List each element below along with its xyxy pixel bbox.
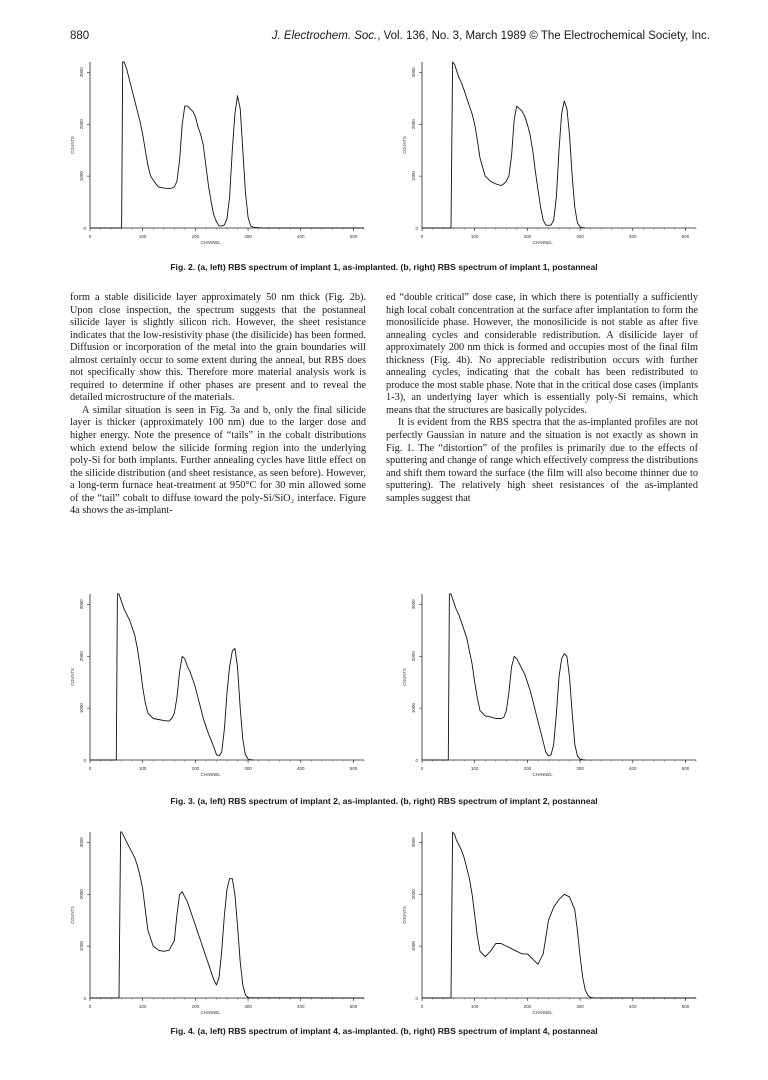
x-tick-label: 400 [629, 1004, 637, 1009]
y-tick-label: 3000 [79, 599, 84, 610]
x-axis-title: CHANNEL [200, 240, 221, 245]
x-tick-label: 0 [420, 234, 424, 239]
x-tick-label: 200 [191, 234, 200, 239]
y-axis-title: COUNTS [402, 906, 407, 924]
y-zero-label: 0 [83, 226, 86, 231]
journal-volume: , Vol. 136, No. 3, March 1989 © The Electrochemical Society, Inc. [377, 30, 710, 42]
chart-fig3a [68, 590, 368, 782]
y-zero-label: 0 [83, 758, 86, 763]
x-tick-label: 0 [88, 766, 92, 771]
x-tick-label: 100 [138, 234, 147, 239]
x-tick-label: 200 [523, 766, 532, 771]
chart-fig2b [400, 58, 700, 250]
x-tick-label: 200 [191, 1004, 200, 1009]
x-tick-label: 400 [297, 234, 305, 239]
page-header [70, 30, 710, 46]
paragraph: form a stable disilicide layer approximately 50 nm thick (Fig. 2b). Upon close inspection, the spectrum suggests that the postanneal silicide layer is slightly silicon rich. However, the sheet resistance indicates that the low-resistivity phase (the disilicide) has been formed. Diffusion or incorporation of the metal into the grain boundaries will almost certainly occur to some extent during the anneal, but RBS does not specifically show this. Therefore more material analysis work is required to determine if other phases are present and to reveal the detailed microstructure of the materials. [70, 292, 366, 404]
spectrum-line [90, 62, 364, 228]
x-tick-label: 500 [681, 766, 690, 771]
paragraph: It is evident from the RBS spectra that the as-implanted profiles are not perfectly Gaussian in nature and the situation is not exactly as shown in Fig. 1. The “distortion” of the profiles is primarily due to the effects of sputtering and change of range which effectively compress the distributions and shift them toward the surface (the film will also become thinner due to sputtering). The relatively high sheet resistances of the as-implanted samples suggest that [386, 417, 698, 504]
chart-fig2a [68, 58, 368, 250]
y-tick-label: 3000 [411, 599, 416, 610]
x-tick-label: 300 [244, 234, 252, 239]
y-zero-label: 0 [83, 996, 86, 1001]
x-axis-title: CHANNEL [532, 1010, 553, 1015]
x-tick-label: 500 [349, 234, 358, 239]
rbs-spectrum-svg [68, 58, 368, 250]
y-axis-title: COUNTS [402, 136, 407, 154]
y-tick-label: 1000 [79, 703, 84, 714]
page-number: 880 [70, 30, 90, 42]
fig2-caption: Fig. 2. (a, left) RBS spectrum of implant 1, as-implanted. (b, right) RBS spectrum of implant 1, postanneal [170, 262, 598, 272]
y-tick-label: 2000 [411, 889, 416, 900]
x-tick-label: 500 [681, 234, 690, 239]
spectrum-line [422, 594, 585, 760]
spectrum-line [422, 62, 585, 228]
y-tick-label: 1000 [411, 171, 416, 182]
text-right-column [386, 292, 698, 505]
rbs-spectrum-svg [400, 828, 700, 1020]
x-tick-label: 300 [244, 766, 252, 771]
x-tick-label: 500 [681, 1004, 690, 1009]
paragraph: ed “double critical” dose case, in which there is potentially a sufficiently high local cobalt concentration at the surface after implantation to form the monosilicide phase. However, the monosilicide is not stable as after five annealing cycles and considerable redistribution. A disilicide layer of approximately 200 nm thick is formed and occupies most of the final film thickness (Fig. 4b). No appreciable redistribution occurs with further annealing cycles, indicating that the cobalt has been redistributed to produce the most stable phase. Note that in the critical dose cases (implants 1-3), an underlying layer which is essentially poly-Si remains, which means that the structures are basically polycides. [386, 292, 698, 416]
x-tick-label: 200 [523, 1004, 532, 1009]
rbs-spectrum-svg [400, 58, 700, 250]
x-tick-label: 400 [629, 234, 637, 239]
y-tick-label: 3000 [79, 67, 84, 78]
x-tick-label: 0 [420, 1004, 424, 1009]
x-tick-label: 100 [138, 1004, 147, 1009]
spectrum-line [90, 594, 253, 760]
spectrum-line [90, 832, 364, 998]
y-zero-label: 0 [415, 996, 418, 1001]
chart-fig4b [400, 828, 700, 1020]
y-tick-label: 1000 [79, 171, 84, 182]
x-tick-label: 300 [244, 1004, 252, 1009]
y-tick-label: 3000 [411, 67, 416, 78]
y-tick-label: 2000 [79, 651, 84, 662]
y-tick-label: 3000 [79, 837, 84, 848]
chart-fig3b [400, 590, 700, 782]
y-axis-title: COUNTS [70, 136, 75, 154]
x-axis-title: CHANNEL [532, 240, 553, 245]
rbs-spectrum-svg [68, 590, 368, 782]
fig4-caption: Fig. 4. (a, left) RBS spectrum of implant 4, as-implanted. (b, right) RBS spectrum of implant 4, postanneal [170, 1026, 598, 1036]
x-tick-label: 200 [191, 766, 200, 771]
paragraph: A similar situation is seen in Fig. 3a and b, only the final silicide layer is thicker (approximately 100 nm) due to the larger dose and higher energy. Note the presence of “tails” in the cobalt distributions which extend below the silicide forming region into the underlying poly-Si for both implants. Further annealing cycles have little effect on the silicide distribution (and sheet resistance, as seen before). However, a long-term furnace heat-treatment at 950°C for 30 min allowed some of the “tail” cobalt to diffuse toward the poly-Si/SiO₂ interface. Figure 4a shows the as-implant- [70, 404, 366, 517]
x-tick-label: 400 [297, 766, 305, 771]
y-tick-label: 2000 [411, 651, 416, 662]
x-axis-title: CHANNEL [200, 772, 221, 777]
rbs-spectrum-svg [400, 590, 700, 782]
y-tick-label: 1000 [411, 941, 416, 952]
fig3-caption: Fig. 3. (a, left) RBS spectrum of implant 2, as-implanted. (b, right) RBS spectrum of implant 2, postanneal [170, 796, 598, 806]
x-tick-label: 200 [523, 234, 532, 239]
y-zero-label: 0 [415, 226, 418, 231]
y-tick-label: 1000 [79, 941, 84, 952]
x-tick-label: 0 [88, 1004, 92, 1009]
x-tick-label: 0 [88, 234, 92, 239]
y-tick-label: 2000 [79, 119, 84, 130]
y-axis-title: COUNTS [70, 668, 75, 686]
y-tick-label: 1000 [411, 703, 416, 714]
y-tick-label: 3000 [411, 837, 416, 848]
x-tick-label: 100 [470, 1004, 479, 1009]
x-tick-label: 100 [470, 766, 479, 771]
journal-citation [272, 30, 710, 42]
x-tick-label: 0 [420, 766, 424, 771]
x-tick-label: 400 [297, 1004, 305, 1009]
y-tick-label: 2000 [411, 119, 416, 130]
journal-name: J. Electrochem. Soc. [271, 30, 378, 42]
x-tick-label: 300 [576, 766, 584, 771]
x-tick-label: 500 [349, 766, 358, 771]
chart-fig4a [68, 828, 368, 1020]
x-tick-label: 300 [576, 234, 584, 239]
x-tick-label: 100 [138, 766, 147, 771]
rbs-spectrum-svg [68, 828, 368, 1020]
x-axis-title: CHANNEL [532, 772, 553, 777]
y-axis-title: COUNTS [70, 906, 75, 924]
y-zero-label: 0 [415, 758, 418, 763]
x-tick-label: 400 [629, 766, 637, 771]
x-tick-label: 100 [470, 234, 479, 239]
y-axis-title: COUNTS [402, 668, 407, 686]
y-tick-label: 2000 [79, 889, 84, 900]
text-left-column [70, 292, 366, 518]
x-tick-label: 300 [576, 1004, 584, 1009]
x-tick-label: 500 [349, 1004, 358, 1009]
spectrum-line [422, 832, 696, 998]
x-axis-title: CHANNEL [200, 1010, 221, 1015]
